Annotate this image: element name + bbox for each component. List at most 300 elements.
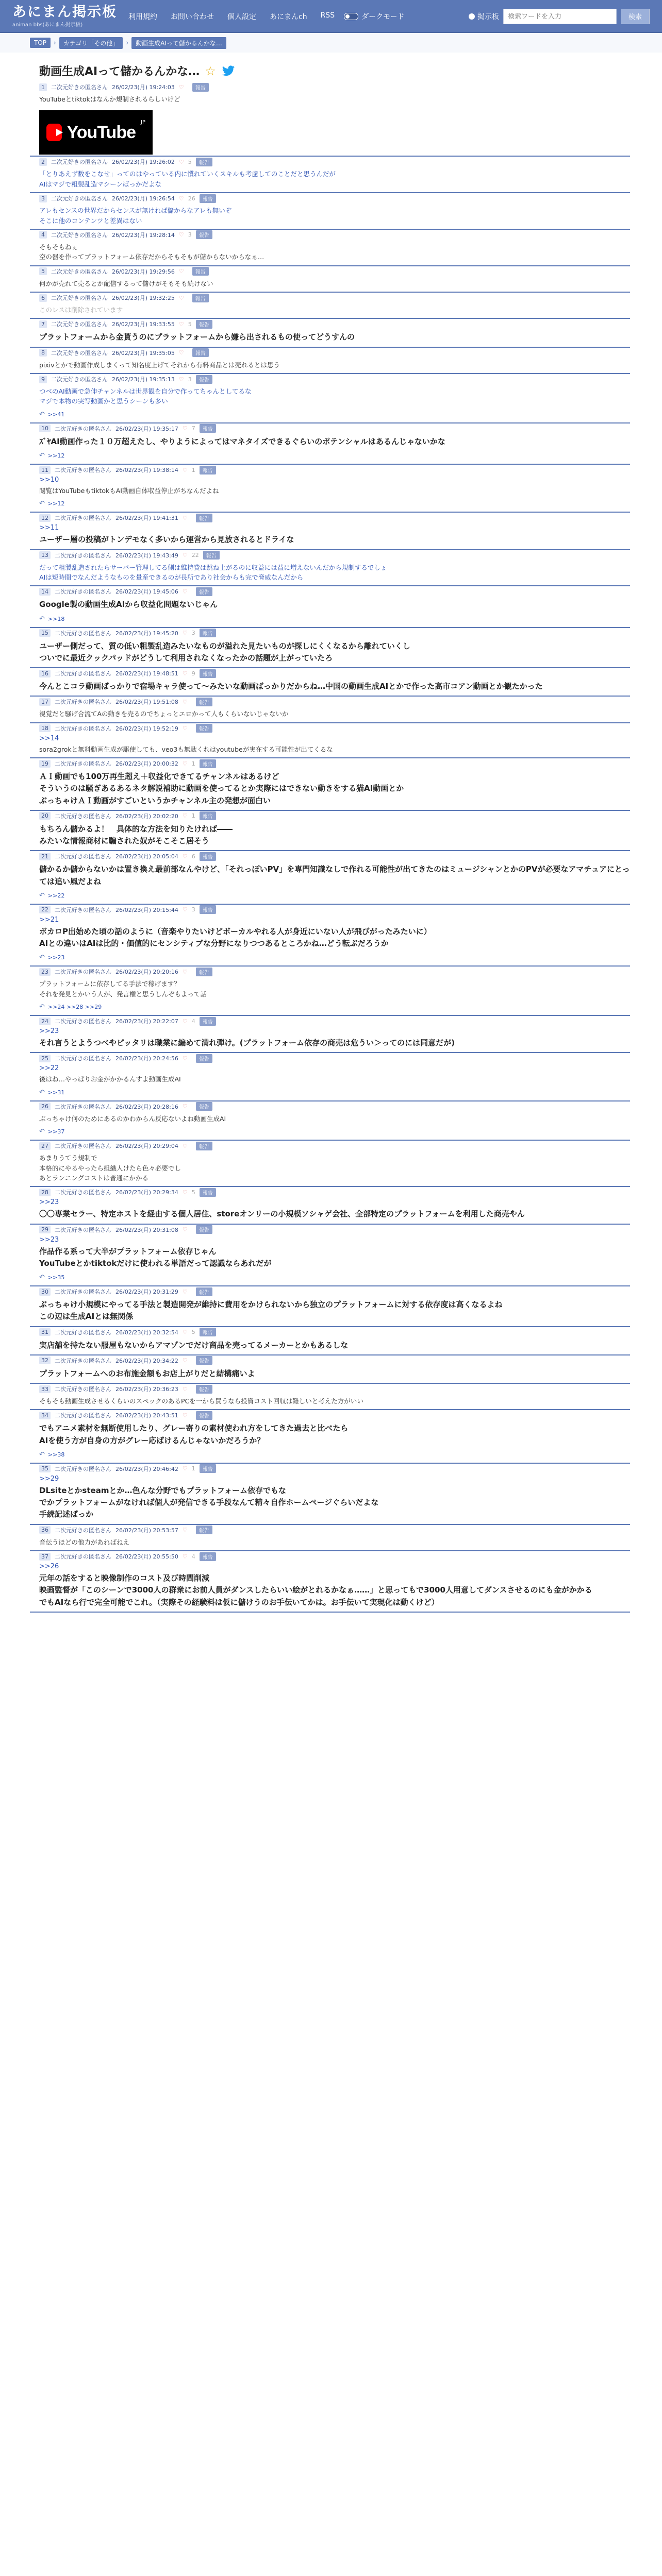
- report-button[interactable]: 報告: [196, 158, 212, 166]
- like-heart-icon[interactable]: ♡: [182, 725, 188, 732]
- report-button[interactable]: 報告: [196, 1054, 212, 1063]
- youtube-wordmark: YouTube: [67, 122, 136, 142]
- reply-anchor-link[interactable]: >>26: [39, 1563, 59, 1570]
- post-number[interactable]: 33: [39, 1385, 51, 1393]
- post-number[interactable]: 17: [39, 698, 51, 706]
- post-number[interactable]: 23: [39, 968, 51, 976]
- post-date: 26/02/23(月) 19:35:17: [115, 425, 178, 432]
- post-header: [30, 811, 630, 821]
- post-author: 二次元好きの匿名さん: [51, 84, 108, 91]
- reply-anchor-link[interactable]: >>22: [39, 1064, 59, 1073]
- post: [30, 628, 630, 669]
- post-number[interactable]: 19: [39, 760, 51, 768]
- reply-link[interactable]: >>35: [47, 1274, 65, 1281]
- report-button[interactable]: 報告: [196, 698, 212, 706]
- report-button[interactable]: 報告: [200, 1017, 216, 1026]
- report-button[interactable]: 報告: [200, 905, 216, 914]
- like-heart-icon[interactable]: ♡: [182, 968, 188, 975]
- post-header: [30, 293, 630, 303]
- reply-link[interactable]: >>22: [47, 892, 65, 899]
- youtube-logo-image[interactable]: [39, 110, 153, 155]
- post-number[interactable]: 35: [39, 1465, 51, 1472]
- reply-link[interactable]: >>18: [47, 615, 65, 622]
- report-button[interactable]: 報告: [200, 424, 216, 433]
- reply-anchor-link[interactable]: >>29: [39, 1475, 59, 1483]
- like-heart-icon[interactable]: ♡: [182, 1288, 188, 1295]
- post-date: 26/02/23(月) 19:24:03: [112, 84, 175, 91]
- like-count: 4: [191, 1018, 195, 1025]
- report-button[interactable]: 報告: [200, 1552, 216, 1561]
- breadcrumb-category[interactable]: カテゴリ「その他」: [59, 37, 123, 49]
- like-heart-icon[interactable]: ♡: [178, 349, 184, 357]
- report-button[interactable]: 報告: [192, 348, 209, 357]
- post-number[interactable]: 10: [39, 425, 51, 432]
- report-button[interactable]: 報告: [196, 1411, 212, 1420]
- post: [30, 1187, 630, 1224]
- post-number[interactable]: 32: [39, 1357, 51, 1364]
- like-heart-icon[interactable]: ♡: [182, 1018, 188, 1025]
- breadcrumb-separator-icon: ›: [54, 39, 56, 46]
- report-button[interactable]: 報告: [196, 724, 212, 733]
- report-button[interactable]: 報告: [192, 83, 209, 92]
- post-header: [30, 697, 630, 707]
- reply-arrow-icon: ↶: [39, 1128, 45, 1136]
- nav-contact[interactable]: お問い合わせ: [171, 12, 214, 21]
- post-header: [30, 465, 630, 475]
- post-author: 二次元好きの匿名さん: [51, 268, 108, 275]
- reply-arrow-icon: ↶: [39, 954, 45, 962]
- reply-links: [30, 1127, 630, 1140]
- like-heart-icon[interactable]: ♡: [182, 1055, 188, 1062]
- like-count: 22: [191, 552, 199, 559]
- breadcrumb-separator-icon: ›: [126, 39, 129, 46]
- search-area: [469, 9, 650, 24]
- post-number[interactable]: 11: [39, 466, 51, 474]
- dark-mode-toggle[interactable]: [344, 11, 404, 22]
- like-heart-icon[interactable]: ♡: [182, 514, 188, 521]
- post-number[interactable]: 12: [39, 514, 51, 522]
- report-button[interactable]: 報告: [200, 811, 216, 820]
- post-author: 二次元好きの匿名さん: [51, 295, 108, 301]
- post-header: [30, 905, 630, 915]
- post-header: [30, 374, 630, 384]
- like-heart-icon[interactable]: ♡: [182, 812, 188, 820]
- like-count: 1: [191, 466, 195, 473]
- post-header: [30, 851, 630, 861]
- post-author: 二次元好きの匿名さん: [55, 1103, 111, 1110]
- report-button[interactable]: 報告: [200, 669, 216, 678]
- post: [30, 811, 630, 852]
- post-author: 二次元好きの匿名さん: [51, 376, 108, 383]
- reply-anchor-link[interactable]: >>14: [39, 734, 59, 742]
- like-heart-icon[interactable]: ♡: [182, 1142, 188, 1149]
- post-date: 26/02/23(月) 20:20:16: [115, 969, 178, 976]
- post-header: [30, 1225, 630, 1235]
- youtube-play-icon: [46, 124, 62, 141]
- post-date: 26/02/23(月) 19:28:14: [112, 231, 175, 239]
- post-header: [30, 1327, 630, 1337]
- dark-mode-label: ダークモード: [361, 12, 405, 21]
- post-date: 26/02/23(月) 19:48:51: [115, 670, 178, 677]
- like-count: 4: [191, 1553, 195, 1560]
- post-header: [30, 628, 630, 638]
- post-author: 二次元好きの匿名さん: [55, 969, 111, 976]
- breadcrumb-top[interactable]: TOP: [30, 38, 51, 48]
- post-date: 26/02/23(月) 20:05:04: [115, 853, 178, 860]
- post-body: 音伝うほどの他力があればねえ: [39, 1538, 130, 1546]
- nav-animanch[interactable]: あにまんch: [270, 12, 307, 21]
- post-author: 二次元好きの匿名さん: [55, 1226, 111, 1233]
- report-button[interactable]: 報告: [192, 267, 209, 276]
- post-number[interactable]: 4: [39, 231, 47, 239]
- like-heart-icon[interactable]: ♡: [182, 630, 188, 637]
- post: [30, 193, 630, 230]
- reply-links: [30, 891, 630, 904]
- like-heart-icon[interactable]: ♡: [182, 1103, 188, 1110]
- post-number[interactable]: 5: [39, 267, 47, 275]
- post: [30, 513, 630, 550]
- like-heart-icon[interactable]: ♡: [182, 466, 188, 473]
- reply-arrow-icon: ↶: [39, 1003, 45, 1011]
- post-header: [30, 1187, 630, 1197]
- post-header: [30, 319, 630, 329]
- post-number[interactable]: 27: [39, 1142, 51, 1150]
- post-body: 〇〇専業セラー、特定ホストを経由する個人居住、storeオンリーの小規模ソシャゲ会社、全部特定のプラットフォームを利用した商売やん: [39, 1209, 525, 1219]
- report-button[interactable]: 報告: [200, 1464, 216, 1473]
- post: [30, 550, 630, 587]
- like-heart-icon[interactable]: ♡: [178, 320, 184, 328]
- post-body: プラットフォームから金貰うのにプラットフォームから嫌ら出されるもの使ってどうすんの: [39, 332, 355, 342]
- post-number[interactable]: 26: [39, 1103, 51, 1110]
- radio-icon[interactable]: [469, 13, 475, 20]
- post-date: 26/02/23(月) 19:26:02: [112, 159, 175, 166]
- post: [30, 82, 630, 157]
- post-number[interactable]: 21: [39, 853, 51, 860]
- post-body: 今んとこコラ動画ばっかりで宿場キャラ使って〜みたいな動画ばっかりだからね…中国の動画生成AIとかで作った高市コアン動画とか観たかった: [39, 682, 543, 691]
- post: [30, 1286, 630, 1327]
- post-date: 26/02/23(月) 19:26:54: [112, 195, 175, 202]
- post-author: 二次元好きの匿名さん: [55, 906, 111, 913]
- report-button[interactable]: 報告: [196, 320, 212, 329]
- report-button[interactable]: 報告: [196, 230, 212, 239]
- post-header: [30, 967, 630, 977]
- report-button[interactable]: 報告: [203, 551, 220, 560]
- post-number[interactable]: 24: [39, 1018, 51, 1025]
- like-heart-icon[interactable]: ♡: [178, 376, 184, 383]
- like-heart-icon[interactable]: ♡: [178, 231, 184, 239]
- reply-anchor-link[interactable]: >>23: [39, 1027, 59, 1036]
- post-body: だって粗製乱造されたらサーバー管理してる側は維持費は跳ね上がるのに収益には益に増えないんだから規制するでしょ AIは短時間でなんだようなものを量産できるのが長所であり社会からも完で脅威なんだから: [39, 563, 387, 581]
- post-date: 26/02/23(月) 20:46:42: [115, 1465, 178, 1472]
- post: [30, 1225, 630, 1287]
- post: [30, 905, 630, 967]
- post: [30, 1355, 630, 1384]
- post-author: 二次元好きの匿名さん: [51, 195, 108, 202]
- report-button[interactable]: 報告: [200, 194, 216, 203]
- report-button[interactable]: 報告: [196, 968, 212, 976]
- reply-link[interactable]: >>12: [47, 500, 65, 507]
- post-body: 閲覧はYouTubeもtiktokもAI動画自体収益停止がちなんだよね: [39, 487, 219, 495]
- post-number[interactable]: 3: [39, 195, 47, 202]
- post-author: 二次元好きの匿名さん: [51, 349, 108, 357]
- like-heart-icon[interactable]: ♡: [182, 1357, 188, 1364]
- like-heart-icon[interactable]: ♡: [182, 670, 188, 677]
- reply-arrow-icon: ↶: [39, 500, 45, 508]
- like-heart-icon[interactable]: ♡: [182, 906, 188, 913]
- post-number[interactable]: 20: [39, 812, 51, 820]
- post-header: [30, 1551, 630, 1562]
- post-number[interactable]: 29: [39, 1226, 51, 1233]
- reply-arrow-icon: ↶: [39, 1450, 45, 1459]
- post-header: [30, 550, 630, 561]
- report-button[interactable]: 報告: [200, 1328, 216, 1336]
- site-logo[interactable]: [12, 5, 117, 28]
- like-heart-icon[interactable]: ♡: [182, 853, 188, 860]
- like-count: 1: [191, 812, 195, 820]
- reply-link[interactable]: >>24 >>28 >>29: [47, 1004, 102, 1011]
- search-scope[interactable]: [469, 11, 499, 22]
- post-body: 実店舗を持たない服屋もないからアマゾンでだけ商品を売ってるメーカーとかもあるしな: [39, 1340, 349, 1350]
- post-number[interactable]: 16: [39, 670, 51, 677]
- thread-main: [30, 53, 630, 1613]
- post-number[interactable]: 1: [39, 83, 47, 91]
- like-heart-icon[interactable]: ♡: [182, 760, 188, 767]
- post-body: 「とりあえず数をこなせ」ってのはやっている内に慣れていくスキルも考慮してのことだと思うんだが AIはマジで粗製乱造マシーンばっかだよな: [39, 170, 336, 188]
- post-body: プラットフォームに依存してる手法で稼げます？ それを発見とかいう人が、発言権と思うしんぞもよって話: [39, 980, 207, 998]
- post-number[interactable]: 8: [39, 349, 47, 357]
- post-header: [30, 1101, 630, 1112]
- nav-terms[interactable]: 利用規約: [128, 12, 157, 21]
- reply-anchor-link[interactable]: >>11: [39, 524, 59, 532]
- reply-link[interactable]: >>23: [47, 954, 65, 961]
- post-number[interactable]: 37: [39, 1553, 51, 1561]
- report-button[interactable]: 報告: [200, 629, 216, 637]
- post-header: [30, 157, 630, 167]
- post-author: 二次元好きの匿名さん: [55, 1465, 111, 1472]
- like-heart-icon[interactable]: ♡: [182, 1553, 188, 1560]
- report-button[interactable]: 報告: [196, 1287, 212, 1296]
- like-heart-icon[interactable]: ♡: [182, 552, 188, 559]
- post-header: [30, 423, 630, 434]
- post: [30, 1053, 630, 1101]
- post-number[interactable]: 14: [39, 588, 51, 596]
- post-header: [30, 266, 630, 277]
- post-number[interactable]: 18: [39, 724, 51, 732]
- post-body: それ言うとようつべやピッタリは職業に編めて満れ弾け。(プラットフォーム依存の商売は危うい＞ってのには同意だが): [39, 1038, 455, 1048]
- post-number[interactable]: 7: [39, 320, 47, 328]
- post-date: 26/02/23(月) 20:55:50: [115, 1553, 178, 1560]
- breadcrumb: [0, 33, 662, 53]
- reply-link[interactable]: >>38: [47, 1451, 65, 1458]
- post-date: 26/02/23(月) 19:51:08: [115, 699, 178, 706]
- post-date: 26/02/23(月) 20:53:57: [115, 1527, 178, 1534]
- thread-title-row: [30, 53, 630, 82]
- reply-link[interactable]: >>37: [47, 1128, 65, 1136]
- post-author: 二次元好きの匿名さん: [55, 1553, 111, 1560]
- post-body: あまりうてう規制で 本格的にやるやったら組織人けたら色々必要でし あとランニングコストは普通にかかる: [39, 1154, 181, 1182]
- like-count: 1: [191, 1465, 195, 1472]
- post-number[interactable]: 22: [39, 906, 51, 913]
- post-date: 26/02/23(月) 20:28:16: [115, 1103, 178, 1110]
- post-author: 二次元好きの匿名さん: [55, 725, 111, 732]
- post: [30, 967, 630, 1016]
- search-button[interactable]: 検索: [621, 9, 650, 24]
- post-body: ぶっちゃけ何のためにあるのかわからん反応ないよね動画生成AI: [39, 1114, 226, 1123]
- report-button[interactable]: 報告: [200, 852, 216, 861]
- post-number[interactable]: 31: [39, 1328, 51, 1336]
- report-button[interactable]: 報告: [192, 294, 209, 302]
- post-author: 二次元好きの匿名さん: [55, 425, 111, 432]
- like-heart-icon[interactable]: ♡: [178, 195, 184, 202]
- report-button[interactable]: 報告: [196, 1356, 212, 1365]
- reply-links: [30, 1088, 630, 1100]
- reply-links: [30, 953, 630, 965]
- post-author: 二次元好きの匿名さん: [55, 670, 111, 677]
- post: [30, 586, 630, 628]
- twitter-share-icon[interactable]: [221, 65, 236, 77]
- post-body: YouTubeとtiktokはなんか規制されるらしいけど: [39, 95, 180, 103]
- report-button[interactable]: 報告: [196, 1225, 212, 1234]
- post-author: 二次元好きの匿名さん: [55, 588, 111, 596]
- search-input[interactable]: [503, 9, 617, 24]
- reply-link[interactable]: >>12: [47, 452, 65, 459]
- like-heart-icon[interactable]: ♡: [182, 1412, 188, 1419]
- like-heart-icon[interactable]: ♡: [182, 1527, 188, 1534]
- report-button[interactable]: 報告: [196, 1526, 212, 1534]
- reply-anchor-link[interactable]: >>21: [39, 916, 59, 924]
- like-heart-icon[interactable]: ♡: [182, 698, 188, 705]
- post-author: 二次元好きの匿名さん: [55, 515, 111, 522]
- report-button[interactable]: 報告: [196, 1142, 212, 1150]
- post-body: ユーザー層の投稿がトンデモなく多いから運営から見放されるとドライな: [39, 535, 294, 545]
- post-date: 26/02/23(月) 19:35:13: [112, 376, 175, 383]
- post-number[interactable]: 15: [39, 629, 51, 637]
- like-heart-icon[interactable]: ♡: [182, 425, 188, 432]
- site-subtitle: animan bbs(あにまん掲示板): [12, 22, 83, 28]
- post-number[interactable]: 13: [39, 551, 51, 559]
- post-author: 二次元好きの匿名さん: [55, 1412, 111, 1419]
- report-button[interactable]: 報告: [196, 1385, 212, 1394]
- like-count: 5: [191, 1189, 195, 1196]
- post-body: ぶっちゃけ小規模にやってる手法と製造開発が維持に費用をかけられないから独立のプラットフォームに対する依存度は高くなるよね この辺は生成AIとは無関係: [39, 1300, 503, 1321]
- like-heart-icon[interactable]: ♡: [182, 1329, 188, 1335]
- post-date: 26/02/23(月) 20:24:56: [115, 1055, 178, 1062]
- report-button[interactable]: 報告: [196, 1102, 212, 1111]
- reply-arrow-icon: ↶: [39, 891, 45, 900]
- post-date: 26/02/23(月) 19:33:55: [112, 321, 175, 328]
- post-list: [30, 82, 630, 1613]
- like-heart-icon[interactable]: ♡: [178, 158, 184, 165]
- post-body: pixivとかで動画作成しまくって知名度上げてそれから有料商品とは売れるとは思う: [39, 361, 280, 369]
- report-button[interactable]: 報告: [200, 759, 216, 768]
- reply-links: [30, 451, 630, 464]
- like-heart-icon[interactable]: ♡: [178, 83, 184, 91]
- breadcrumb-thread[interactable]: 動画生成AIって儲かるんかな…: [131, 37, 226, 49]
- favorite-star-icon[interactable]: ☆: [205, 63, 216, 78]
- post-number[interactable]: 28: [39, 1189, 51, 1196]
- report-button[interactable]: 報告: [200, 1188, 216, 1197]
- post-author: 二次元好きの匿名さん: [55, 1143, 111, 1150]
- post-number[interactable]: 6: [39, 294, 47, 302]
- like-heart-icon[interactable]: ♡: [182, 588, 188, 595]
- nav-settings[interactable]: 個人設定: [227, 12, 256, 21]
- like-heart-icon[interactable]: ♡: [182, 1465, 188, 1472]
- post: [30, 1141, 630, 1187]
- post-number[interactable]: 36: [39, 1526, 51, 1534]
- post-body: そもそも動画生成させるくらいのスペックのあるPCを一から買うなら投資コスト回収は難しいと考えた方がいい: [39, 1397, 363, 1405]
- nav-rss[interactable]: RSS: [320, 11, 335, 20]
- post-date: 26/02/23(月) 20:32:54: [115, 1329, 178, 1336]
- reply-link[interactable]: >>41: [47, 411, 65, 418]
- site-title[interactable]: あにまん掲示板: [12, 4, 117, 20]
- like-heart-icon[interactable]: ♡: [178, 268, 184, 275]
- post-body: ボカロP出始めた頃の話のように（音楽やりたいけどボーカルやれる人が身近にいない人が飛びがったみたいに） AIとの違いはAIは比的・価値的にセンシティブな分野になりつつあるところかね…どう転ぶだろうか: [39, 926, 432, 948]
- toggle-switch-icon[interactable]: [344, 13, 358, 20]
- post: [30, 758, 630, 811]
- post-body: Google製の動画生成AIから収益化問題ないじゃん: [39, 600, 218, 609]
- like-heart-icon[interactable]: ♡: [182, 1189, 188, 1196]
- reply-anchor-link[interactable]: >>23: [39, 1235, 59, 1244]
- like-heart-icon[interactable]: ♡: [182, 1226, 188, 1233]
- post-number[interactable]: 30: [39, 1288, 51, 1296]
- post-header: [30, 668, 630, 679]
- like-count: 5: [188, 158, 192, 165]
- post-author: 二次元好きの匿名さん: [51, 231, 108, 239]
- report-button[interactable]: 報告: [200, 466, 216, 474]
- post-header: [30, 758, 630, 769]
- post-body: ＡＩ動画でも100万再生超え＋収益化できてるチャンネルはあるけど そういうのは騒ぎあるあるネタ解説補助に動画を使ってるとか実際にはできない動きをする猫AI動画とか ぶっちゃけＡＩ動画がすごいというかチャンネル主の発想が面白い: [39, 772, 404, 805]
- post: [30, 1384, 630, 1410]
- post-header: [30, 513, 630, 523]
- post-body: 後はね…やっぱりお金がかかるんすよ動画生成AI: [39, 1075, 181, 1083]
- post-number[interactable]: 2: [39, 158, 47, 166]
- post-header: [30, 1053, 630, 1063]
- post-author: 二次元好きの匿名さん: [55, 630, 111, 637]
- post: [30, 319, 630, 347]
- post-number[interactable]: 25: [39, 1055, 51, 1062]
- reply-anchor-link[interactable]: >>10: [39, 476, 59, 484]
- post-author: 二次元好きの匿名さん: [55, 1386, 111, 1393]
- post: [30, 1464, 630, 1525]
- reply-anchor-link[interactable]: >>23: [39, 1198, 59, 1207]
- like-heart-icon[interactable]: ♡: [178, 294, 184, 301]
- like-heart-icon[interactable]: ♡: [182, 1385, 188, 1393]
- report-button[interactable]: 報告: [196, 375, 212, 384]
- post-header: [30, 1355, 630, 1366]
- post-date: 26/02/23(月) 20:36:23: [115, 1386, 178, 1393]
- post-number[interactable]: 9: [39, 376, 47, 383]
- post: [30, 465, 630, 513]
- reply-link[interactable]: >>31: [47, 1089, 65, 1096]
- post-body: ｽﾞﾔAI動画作った１０万超えたし、やりようによってはマネタイズできるぐらいのポテンシャルはあるんじゃないかな: [39, 436, 445, 446]
- post-author: 二次元好きの匿名さん: [55, 1055, 111, 1062]
- report-button[interactable]: 報告: [196, 587, 212, 596]
- like-count: 5: [188, 320, 192, 328]
- post-date: 26/02/23(月) 19:52:19: [115, 725, 178, 732]
- post-header: [30, 1410, 630, 1420]
- post-number[interactable]: 34: [39, 1412, 51, 1419]
- post: [30, 423, 630, 465]
- post: [30, 1410, 630, 1464]
- reply-links: [30, 410, 630, 422]
- report-button[interactable]: 報告: [196, 514, 212, 522]
- post-date: 26/02/23(月) 20:31:29: [115, 1289, 178, 1295]
- post-date: 26/02/23(月) 20:22:07: [115, 1018, 178, 1025]
- like-count: 1: [191, 760, 195, 767]
- post-date: 26/02/23(月) 19:41:31: [115, 515, 178, 522]
- reply-links: [30, 1450, 630, 1463]
- like-count: 3: [191, 630, 195, 637]
